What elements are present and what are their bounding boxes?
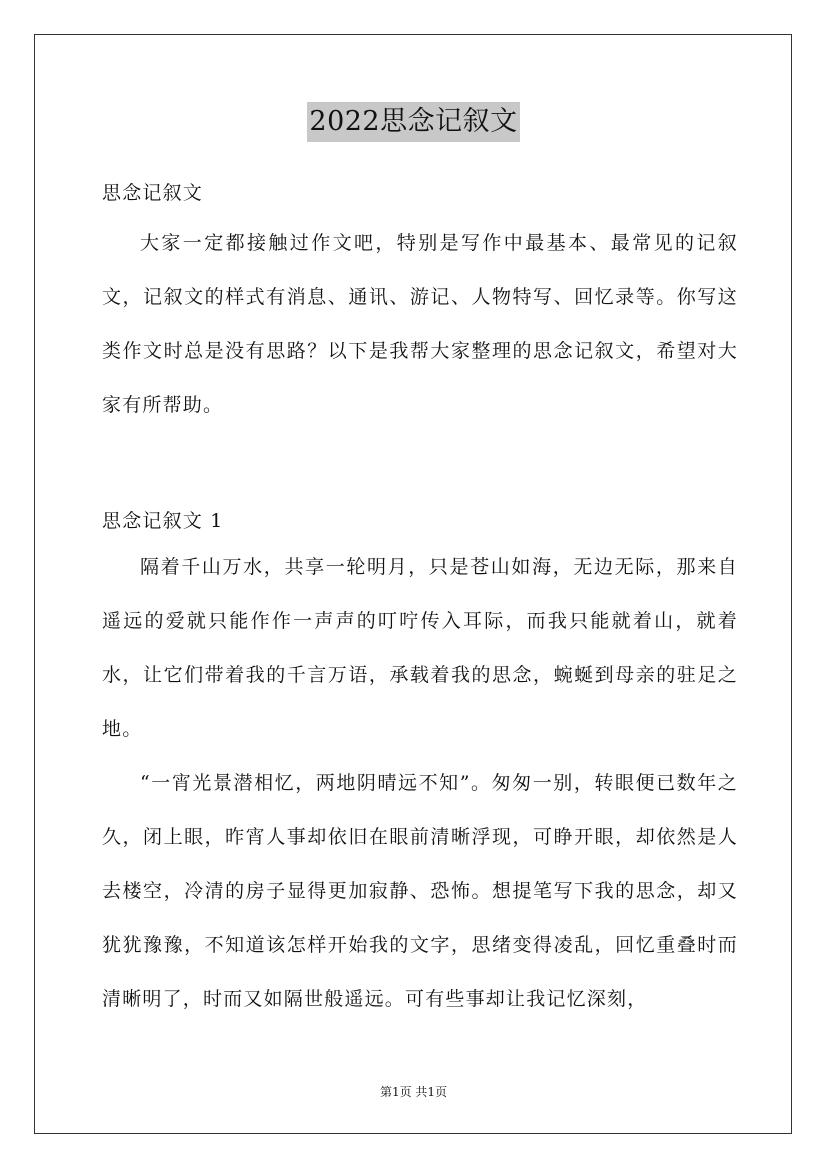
essay-paragraph-2: “一宵光景潜相忆，两地阴晴远不知”。匆匆一别，转眼便已数年之久，闭上眼，昨宵人事却依旧在眼前清晰浮现，可睁开眼，却依然是人去楼空，冷清的房子显得更加寂静、恐怖。想提笔写下我的思念，却又犹犹豫豫，不知道该怎样开始我的文字，思绪变得凌乱，回忆重叠时而清晰明了，时而又如隔世般遥远。可有些事却让我记忆深刻， bbox=[102, 772, 738, 1010]
section-heading: 思念记叙文 bbox=[102, 182, 204, 204]
essay-paragraph-1: 隔着千山万水，共享一轮明月，只是苍山如海，无边无际，那来自遥远的爱就只能作作一声声的叮咛传入耳际，而我只能就着山，就着水，让它们带着我的千言万语，承载着我的思念，蜿蜒到母亲的驻足之地。 bbox=[102, 556, 738, 740]
essay-heading: 思念记叙文 1 bbox=[102, 510, 224, 532]
title-container bbox=[0, 102, 827, 142]
intro-paragraph: 大家一定都接触过作文吧，特别是写作中最基本、最常见的记叙文，记叙文的样式有消息、通讯、游记、人物特写、回忆录等。你写这类作文时总是没有思路？以下是我帮大家整理的思念记叙文，希望对大家有所帮助。 bbox=[102, 232, 738, 416]
page-footer: 第1页 共1页 bbox=[379, 1085, 448, 1099]
document-body bbox=[102, 174, 738, 1026]
document-title: 2022思念记叙文 bbox=[307, 102, 519, 142]
